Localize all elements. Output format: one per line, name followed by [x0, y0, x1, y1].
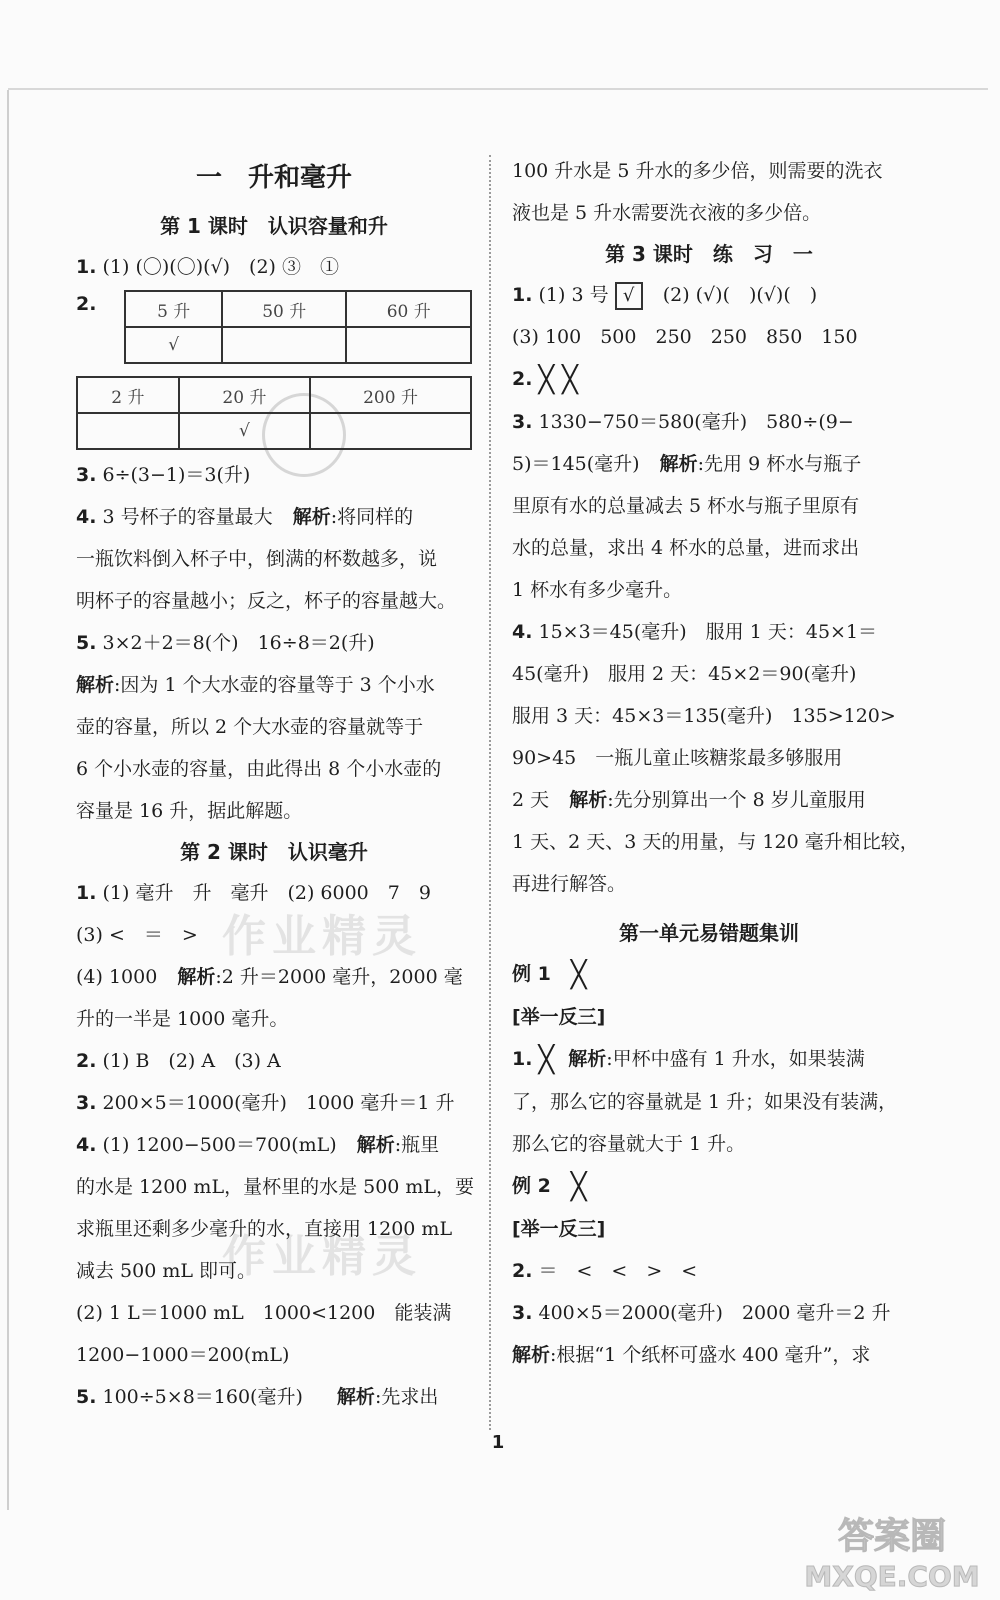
watermark: 作业精灵	[222, 911, 422, 962]
answer-line: (4) 1000 解析:2 升＝2000 毫升，2000 毫	[76, 966, 463, 988]
explanation-line: 1 天、2 天、3 天的用量，与 120 毫升相比较，	[512, 831, 919, 853]
lesson-3-title: 第 3 课时 练 习 一	[605, 242, 813, 266]
answer-line: 5)＝145(毫升) 解析:先用 9 杯水与瓶子	[512, 453, 862, 475]
explanation-line: 一瓶饮料倒入杯子中，倒满的杯数越多，说	[76, 548, 438, 570]
check-cell	[346, 327, 471, 363]
answer-line: 45(毫升) 服用 2 天：45×2＝90(毫升)	[512, 663, 857, 685]
explanation-line: 容量是 16 升，据此解题。	[76, 800, 303, 822]
explanation-line: 减去 500 mL 即可。	[76, 1260, 257, 1282]
capacity-table-2	[76, 376, 472, 450]
answer-2: 2. (1) B (2) A (3) A	[76, 1050, 281, 1072]
answer-4: 4. (1) 1200−500＝700(mL) 解析:瓶里	[76, 1134, 440, 1156]
answer-3: 3. 200×5＝1000(毫升) 1000 毫升＝1 升	[76, 1092, 455, 1114]
answer-line: (2) 1 L＝1000 mL 1000<1200 能装满	[76, 1302, 452, 1324]
answer-3: 3. 1330−750＝580(毫升) 580÷(9−	[512, 411, 854, 433]
practice-answer-2: 2. ＝ < < > <	[512, 1260, 698, 1282]
explanation-line: 了，那么它的容量就是 1 升；如果没有装满，	[512, 1091, 898, 1113]
right-column	[512, 150, 919, 1376]
unit-review-title: 第一单元易错题集训	[619, 921, 799, 945]
explanation-line: 再进行解答。	[512, 873, 627, 895]
cross-mark-icon: ╳	[570, 1172, 595, 1202]
lesson-2-title: 第 2 课时 认识毫升	[180, 840, 368, 864]
watermark: 作业精灵	[222, 1231, 422, 1282]
explanation-line: 里原有水的总量减去 5 杯水与瓶子里原有	[512, 495, 860, 517]
table-cell: 60 升	[346, 291, 471, 327]
answer-1: 1. (1) 3 号 √ (2) (√)( )(√)( )	[512, 274, 906, 316]
answer-4: 4. 15×3＝45(毫升) 服用 1 天：45×1＝	[512, 621, 878, 643]
capacity-table-1	[124, 290, 472, 364]
practice-heading: [举一反三]	[512, 1006, 606, 1028]
answer-line: 90>45 一瓶儿童止咳糖浆最多够服用	[512, 747, 843, 769]
answer-line: (3) 100 500 250 250 850 150	[512, 326, 858, 348]
answer-5: 5. 100÷5×8＝160(毫升) 解析:先求出	[76, 1386, 439, 1408]
site-logo	[792, 1508, 992, 1594]
explanation-line: 那么它的容量就大于 1 升。	[512, 1133, 746, 1155]
cross-mark-icon: ╳	[538, 1045, 563, 1075]
chapter-title: 一 升和毫升	[195, 163, 352, 193]
explanation-line: 1 杯水有多少毫升。	[512, 579, 683, 601]
explanation-line: 水的总量，求出 4 杯水的总量，进而求出	[512, 537, 860, 559]
check-cell	[310, 413, 471, 449]
logo-text: 答案圈	[837, 1516, 947, 1557]
example-2: 例 2 ╳	[512, 1172, 595, 1202]
answer-line: 1200−1000＝200(mL)	[76, 1344, 290, 1366]
check-box: √	[615, 282, 643, 310]
explanation-line: 解析:因为 1 个大水壶的容量等于 3 个小水	[76, 674, 435, 696]
logo-url: MXQE.COM	[804, 1560, 980, 1593]
explanation-line: 6 个小水壶的容量，由此得出 8 个小水壶的	[76, 758, 442, 780]
table-cell: 2 升	[77, 377, 179, 413]
left-edge-rule	[7, 90, 9, 1510]
practice-answer-3: 3. 400×5＝2000(毫升) 2000 毫升＝2 升	[512, 1302, 891, 1324]
practice-heading: [举一反三]	[512, 1218, 606, 1240]
check-cell	[222, 327, 347, 363]
page-number: 1	[491, 1432, 505, 1453]
answer-line: 服用 3 天：45×3＝135(毫升) 135>120>	[512, 705, 896, 727]
check-cell: √	[125, 327, 222, 363]
example-1: 例 1 ╳	[512, 960, 595, 990]
check-cell: √	[179, 413, 310, 449]
check-cell	[77, 413, 179, 449]
explanation-line: 壶的容量，所以 2 个大水壶的容量就等于	[76, 716, 424, 738]
explanation-line: 升的一半是 1000 毫升。	[76, 1008, 289, 1030]
table-cell: 200 升	[310, 377, 471, 413]
explanation-line: 100 升水是 5 升水的多少倍，则需要的洗衣	[512, 160, 883, 182]
left-column	[76, 150, 475, 1418]
answer-line: (3) < ＝ >	[76, 924, 198, 946]
cross-mark-icon: ╳╳	[538, 365, 586, 395]
explanation-line: 求瓶里还剩多少毫升的水，直接用 1200 mL	[76, 1218, 453, 1240]
practice-answer-1: 1. ╳ 解析:甲杯中盛有 1 升水，如果装满	[512, 1045, 865, 1075]
answer-5: 5. 3×2＋2＝8(个) 16÷8＝2(升)	[76, 632, 375, 654]
lesson-1-title: 第 1 课时 认识容量和升	[160, 214, 388, 238]
table-cell: 50 升	[222, 291, 347, 327]
answer-2: 2. 5 升 50 升 60 升 √	[76, 290, 472, 364]
explanation-line: 的水是 1200 mL，量杯里的水是 500 mL，要	[76, 1176, 475, 1198]
explanation-line: 明杯子的容量越小；反之，杯子的容量越大。	[76, 590, 457, 612]
explanation-line: 解析:根据“1 个纸杯可盛水 400 毫升”，求	[512, 1344, 871, 1366]
answer-line: 2 天 解析:先分别算出一个 8 岁儿童服用	[512, 789, 866, 811]
explanation-line: 液也是 5 升水需要洗衣液的多少倍。	[512, 202, 822, 224]
answer-1: 1. (1) 毫升 升 毫升 (2) 6000 7 9	[76, 882, 431, 904]
table-cell: 5 升	[125, 291, 222, 327]
answer-2: 2. ╳╳	[512, 365, 586, 395]
answer-1: 1. (1) (〇)(〇)(√) (2) ③ ①	[76, 256, 339, 278]
cross-mark-icon: ╳	[570, 960, 595, 990]
answer-4: 4. 3 号杯子的容量最大 解析:将同样的	[76, 506, 414, 528]
column-divider	[489, 155, 491, 1430]
table-cell: 20 升	[179, 377, 310, 413]
answer-3: 3. 6÷(3−1)＝3(升)	[76, 464, 251, 486]
